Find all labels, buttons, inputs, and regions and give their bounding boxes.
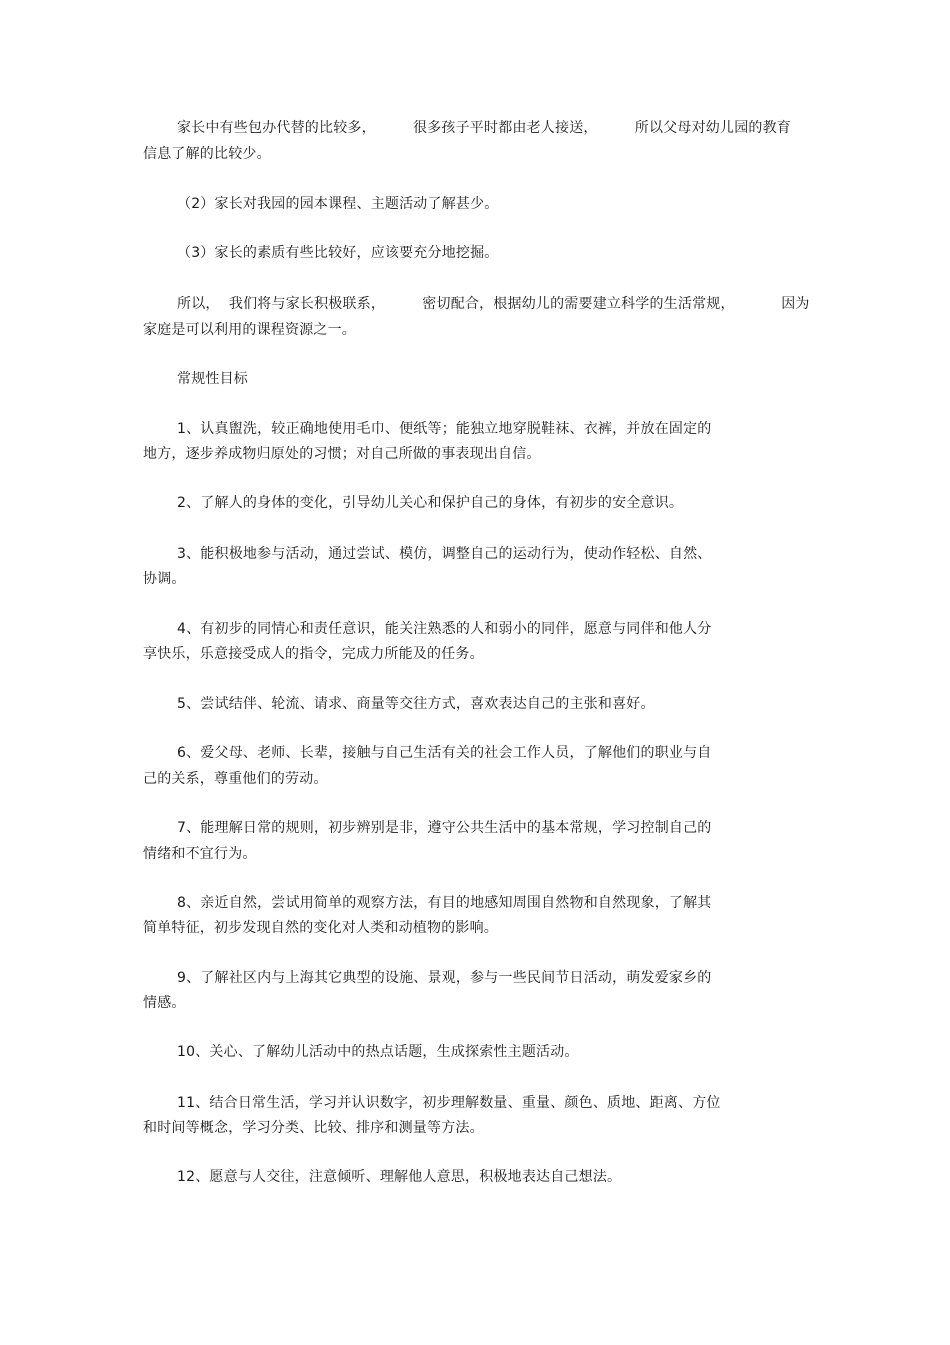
- paragraph-4-line-2: 家庭是可以利用的课程资源之一。: [143, 322, 356, 338]
- goal-8-line-1: 8、亲近自然，尝试用简单的观察方法，有目的地感知周围自然物和自然现象，了解其: [177, 895, 712, 911]
- goal-1-line-2: 地方，逐步养成物归原处的习惯；对自己所做的事表现出自信。: [143, 446, 541, 462]
- goal-5: 5、尝试结伴、轮流、请求、商量等交往方式，喜欢表达自己的主张和喜好。: [177, 696, 655, 712]
- goal-6-line-2: 己的关系，尊重他们的劳动。: [143, 771, 328, 787]
- goal-10: 10、关心、了解幼儿活动中的热点话题，生成探索性主题活动。: [177, 1044, 579, 1060]
- goal-8-line-2: 简单特征，初步发现自然的变化对人类和动植物的影响。: [143, 920, 498, 936]
- goal-1-line-1: 1、认真盥洗，较正确地使用毛巾、便纸等；能独立地穿脱鞋袜、衣裤，并放在固定的: [177, 421, 712, 437]
- goal-9-line-1: 9、了解社区内与上海其它典型的设施、景观，参与一些民间节日活动，萌发爱家乡的: [177, 970, 712, 986]
- paragraph-1-line-1: 家长中有些包办代替的比较多， 很多孩子平时都由老人接送， 所以父母对幼儿园的教育: [177, 120, 792, 136]
- paragraph-2: （2）家长对我园的园本课程、主题活动了解甚少。: [177, 196, 499, 212]
- goal-7-line-2: 情绪和不宜行为。: [143, 846, 257, 862]
- paragraph-4-line-1: 所以， 我们将与家长积极联系， 密切配合，根据幼儿的需要建立科学的生活常规， 因为: [177, 296, 810, 312]
- goal-11-line-1: 11、结合日常生活，学习并认识数字，初步理解数量、重量、颜色、质地、距离、方位: [177, 1095, 721, 1111]
- goal-4-line-2: 享快乐，乐意接受成人的指令，完成力所能及的任务。: [143, 646, 484, 662]
- goal-9-line-2: 情感。: [143, 995, 186, 1011]
- goal-7-line-1: 7、能理解日常的规则，初步辨别是非，遵守公共生活中的基本常规，学习控制自己的: [177, 820, 712, 836]
- paragraph-3: （3）家长的素质有些比较好，应该要充分地挖掘。: [177, 245, 499, 261]
- goal-11-line-2: 和时间等概念，学习分类、比较、排序和测量等方法。: [143, 1120, 484, 1136]
- goal-4-line-1: 4、有初步的同情心和责任意识，能关注熟悉的人和弱小的同伴，愿意与同伴和他人分: [177, 621, 712, 637]
- goal-2: 2、了解人的身体的变化，引导幼儿关心和保护自己的身体，有初步的安全意识。: [177, 495, 684, 511]
- goal-6-line-1: 6、爱父母、老师、长辈，接触与自己生活有关的社会工作人员，了解他们的职业与自: [177, 745, 712, 761]
- paragraph-1-line-2: 信息了解的比较少。: [143, 146, 271, 162]
- goal-3-line-1: 3、能积极地参与活动，通过尝试、模仿，调整自己的运动行为，使动作轻松、自然、: [177, 546, 712, 562]
- goal-3-line-2: 协调。: [143, 571, 186, 587]
- section-heading: 常规性目标: [177, 371, 248, 387]
- goal-12: 12、愿意与人交往，注意倾听、理解他人意思，积极地表达自己想法。: [177, 1169, 622, 1185]
